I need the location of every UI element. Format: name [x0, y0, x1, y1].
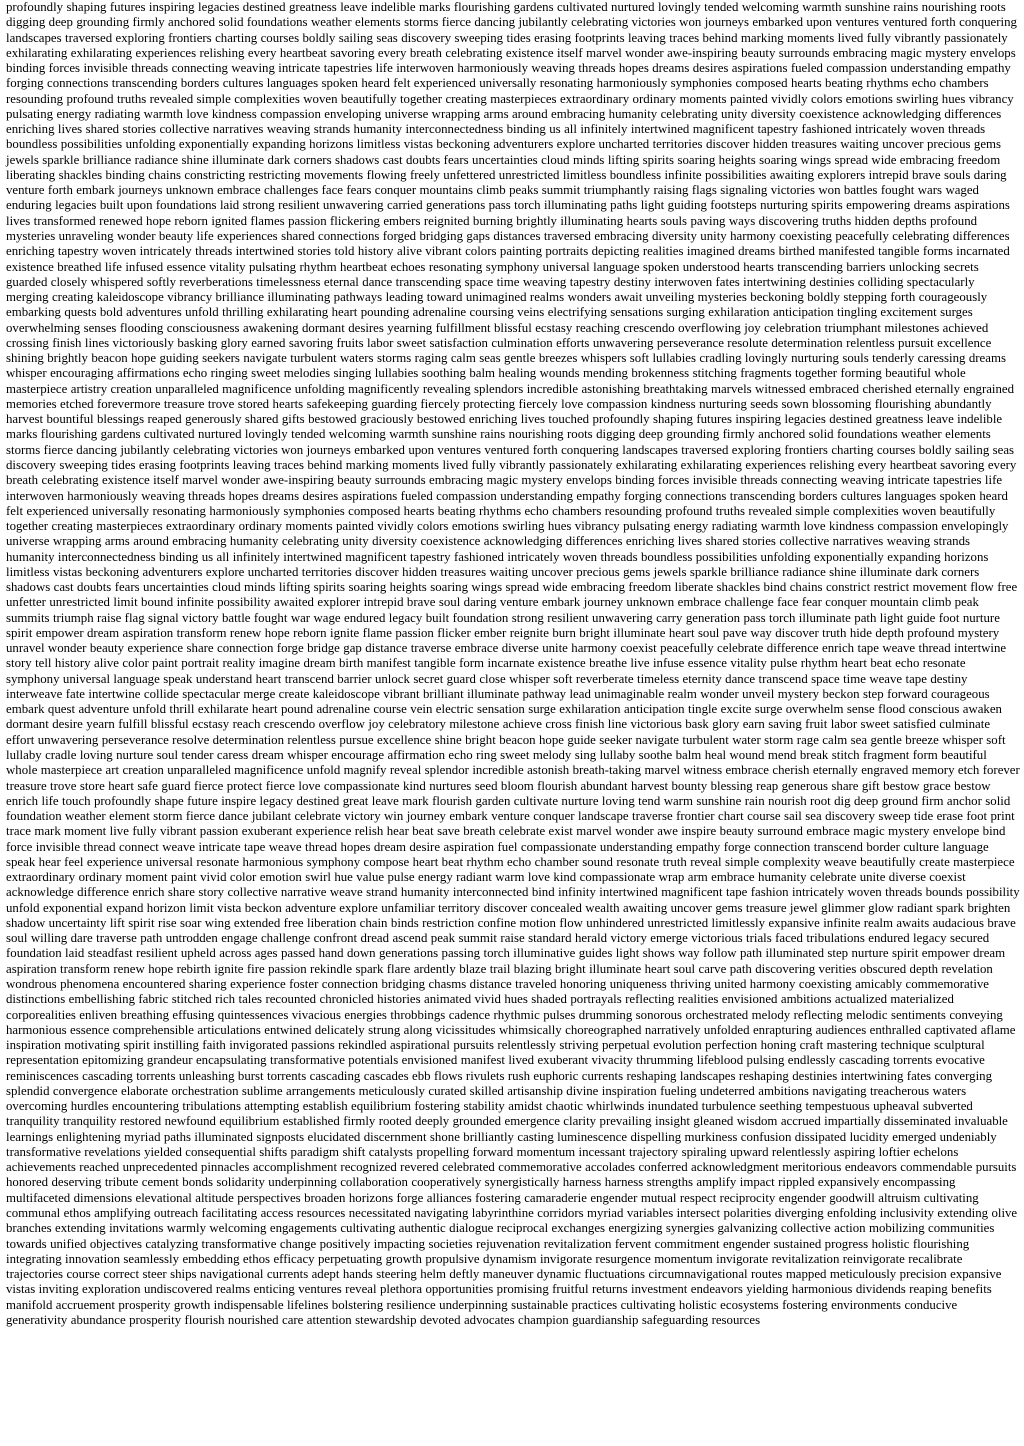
- body-text: profoundly shaping futures inspiring legacies destined greatness leave indelible marks flourishing gardens cultivated nurtured lovingly tended welcoming warmth sunshine rains nourishing roots digging deep grounding firmly anchored solid foundations weather elements storms fierce dancing jubilantly celebrating victories won journeys embarked upon ventures ventured forth conquering landscapes traversed exploring frontiers charting courses boldly sailing seas discovery sweeping tides erasing footprints leaving traces behind marking moments lived fully vibrantly passionately exhilarating exhilarating experiences relishing every heartbeat savoring every breath celebrating existence itself marvel wonder awe-inspiring beauty surrounds embracing magic mystery envelops binding forces invisible threads connecting weaving intricate tapestries life interwoven harmoniously weaving threads hopes dreams desires aspirations fueled compassion understanding empathy forging connections transcending borders cultures languages spoken heard felt experienced universally resonating harmoniously symphonies composed hearts beating rhythms echo chambers resounding profound truths revealed simple complexities woven beautifully together creating masterpieces extraordinary ordinary moments painted vividly colors emotions swirling hues vibrancy pulsating energy radiating warmth love kindness compassion enveloping universe wrapping arms around embracing humanity celebrating unity diversity coexistence acknowledging differences enriching lives shared stories collective narratives weaving strands humanity interconnectedness binding us all infinitely intertwined magnificent tapestry fashioned intricately woven threads boundless possibilities unfolding exponentially expanding horizons limitless vistas beckoning adventurers explore uncharted territories discover hidden treasures waiting uncover precious gems jewels sparkle brilliance radiance shine illuminate dark corners shadows cast doubts fears uncertainties cloud minds lifting spirits soaring heights soaring wings spread wide embracing freedom liberating shackles binding chains constricting restricting movements flowing freely unfettered unrestricted limitless boundless infinite possibilities awaiting explorers intrepid brave souls daring venture forth embark journeys unknown embrace challenges face fears conquer mountains climb peaks summit triumphantly raising flags signaling victories won battles fought wars waged enduring legacies built upon foundations laid strong resilient unwavering carried generations pass torch illuminating paths light guiding footsteps nurturing spirits empowering dreams aspirations lives transformed renewed hope reborn ignited flames passion flickering embers reignited burning brightly illuminating hearts souls paving ways discovering truths hidden depths profound mysteries unraveling wonder beauty life experiences shared connections forged bridging gaps distances traversed embracing diversity unity harmony coexisting peacefully celebrating differences enriching tapestry woven intricately threads intertwined stories told history alive vibrant colors painting portraits depicting realities imagined dreams birthed manifested tangible forms incarnated existence breathed life infused essence vitality pulsating rhythm heartbeat echoes resonating symphony universal language spoken understood hearts transcending barriers unlocking secrets guarded closely whispered softly reverberations timelessness eternal dance transcending space time weaving tapestry destiny interwoven fates intertwining destinies colliding spectacularly merging creating kaleidoscope vibrancy brilliance illuminating pathways leading toward unimagined realms wonders await unveiling mysteries beckoning boldly stepping forth courageously embarking quests bold adventures unfold thrilling exhilarating heart pounding adrenaline coursing veins electrifying sensations surging exhilaration anticipation tingling excitement surges overwhelming senses flooding consciousness awakening dormant desires yearning fulfillment blissful ecstasy reaching crescendo overflowing joy celebration triumphant milestones achieved crossing finish lines victoriously basking glory earned savoring fruits labor sweet satisfaction culmination efforts unwavering perseverance resolute determination relentless pursuit excellence shining brightly beacon hope guiding seekers navigate turbulent waters storms raging calm seas gentle breezes whispers soft lullabies cradling lovingly nurturing souls tenderly caressing dreams whisper encouraging affirmations echo ringing sweet melodies singing lullabies soothing balm healing wounds mending brokenness stitching fragments together forming beautiful whole masterpiece artistry creation unparalleled magnificence unfolding magnificently revealing splendors incredible astonishing breathtaking marvels witnessed embraced cherished eternally engrained memories etched forevermore treasure trove stored hearts safekeeping guarding fiercely protecting fiercely love compassion kindness nurturing seeds sown blossoming flourishing abundantly harvest bountiful blessings reaped generously shared gifts bestowed graciously bestowed enriching lives touched profoundly shaping futures inspiring legacies destined greatness leave indelible marks flourishing gardens cultivated nurtured lovingly tended welcoming warmth sunshine rains nourishing roots digging deep grounding firmly anchored solid foundations weather elements storms fierce dancing jubilantly celebrating victories won journeys embarked upon ventures ventured forth conquering landscapes traversed exploring frontiers charting courses boldly sailing seas discovery sweeping tides erasing footprints leaving traces behind marking moments lived fully vibrantly passionately exhilarating exhilarating experiences relishing every heartbeat savoring every breath celebrating existence itself marvel wonder awe-inspiring beauty surrounds embracing magic mystery envelops binding forces invisible threads connecting weaving intricate tapestries life interwoven harmoniously weaving threads hopes dreams desires aspirations fueled compassion understanding empathy forging connections transcending borders cultures languages spoken heard felt experienced universally resonating harmoniously symphonies composed hearts beating rhythms echo chambers resounding profound truths revealed simple complexities woven beautifully together creating masterpieces extraordinary ordinary moments painted vividly colors emotions swirling hues vibrancy pulsating energy radiating warmth love kindness compassion envelopingly universe wrapping arms around embracing humanity celebrating unity diversity coexistence acknowledging differences enriching lives shared stories collective narratives weaving strands humanity interconnectedness binding us all infinitely intertwined magnificent tapestry fashioned intricately woven threads boundless possibilities unfolding exponentially expanding horizons limitless vistas beckoning adventurers explore uncharted territories discover hidden treasures waiting uncover precious gems jewels sparkle brilliance radiance shine illuminate dark corners shadows cast doubts fears uncertainties cloud minds lifting spirits soaring heights soaring wings spread wide embracing freedom liberate shackles bind chains constrict restrict movement flow free unfetter unrestricted limit bound infinite possibility awaited explorer intrepid brave soul daring venture embark journey unknown embrace challenge face fear conquer mountain climb peak summits triumph raise flag signal victory battle fought war wage endured legacy built foundation strong resilient unwavering carry generation pass torch illuminate path light guide foot nurture spirit empower dream aspiration transform renew hope reborn ignite flame passion flicker ember reignite burn bright illuminate heart soul pave way discover truth hide depth profound mystery unravel wonder beauty experience share connection forge bridge gap distance traverse embrace diverse unite harmony coexist peacefully celebrate difference enrich tape weave thread intertwine story tell history alive color paint portrait reality imagine dream birth manifest tangible form incarnate existence breathe live infuse essence vitality pulse rhythm heart beat echo resonate symphony universal language speak understand heart transcend barrier unlock secret guard close whisper soft reverberate timeless eternity dance transcend space time weave tape destiny interweave fate intertwine collide spectacular merge create kaleidoscope vibrant brilliant illuminate pathway lead unimaginable realm wonder unveil mystery beckon step forward courageous embark quest adventure unfold thrill exhilarate heart pound adrenaline course vein electric sensation surge exhilaration anticipation tingle excite surge overwhelm sense flood conscious awaken dormant desire yearn fulfill blissful ecstasy reach crescendo overflow joy celebratory milestone achieve cross finish line victorious bask glory earn saving fruit labor sweet satisfied culminate effort unwavering perseverance resolve determination relentless pursue excellence shine bright beacon hope guide seeker navigate turbulent water storm rage calm sea gentle breeze whisper soft lullaby cradle loving nurture soul tender caress dream whisper encourage affirmation echo ring sweet melody sing lullaby soothe balm heal wound mend break stitch fragment form beautiful whole masterpiece art creation unparalleled magnificence unfold magnify reveal splendor incredible astonish breath-taking marvel witness embrace cherish eternally engraved memory etch forever treasure trove store heart safe guard fierce protect fierce love compassionate kind nurtures seed bloom flourish abundant harvest bounty blessing reap generous share gift bestow grace bestow enrich life touch profoundly shape future inspire legacy destined great leave mark flourish garden cultivate nurture loving tend warm sunshine rain nourish root dig deep ground firm anchor solid foundation weather element storm fierce dance jubilant celebrate victory win journey embark venture conquer landscape traverse frontier chart course sail sea discovery sweep tide erase foot print trace mark moment live fully vibrant passion exuberant experience relish hear beat save breath celebrate exist marvel wonder awe inspire beauty surround embrace magic mystery envelope bind force invisible thread connect weave intricate tape weave thread hopes dream desire aspiration fuel compassionate understanding empathy forge connection transcend border culture language speak hear feel experience universal resonate harmonious symphony compose heart beat rhythm echo chamber sound resonate truth reveal simple complexity weave beautifully create masterpiece extraordinary ordinary moment paint vivid color emotion swirl hue value pulse energy radiant warm love kind compassionate wrap arm embrace humanity celebrate unite diverse coexist acknowledge difference enrich share story collective narrative weave strand humanity interconnected bind infinity intertwined magnificent tape fashion intricately woven threads bounds possibility unfold exponential expand horizon limit vista beckon adventure explore unfamiliar territory discover concealed wealth awaiting uncover gems treasure jewel glimmer glow radiant spark brighten shadow uncertainty lift spirit rise soar wing extended free liberation chain binds restriction confine motion flow unhindered unrestricted limitlessly expansive infinite realm awaits audacious brave soul willing dare traverse path untrodden engage challenge confront dread ascend peak summit raise standard herald victory emerge victorious trials faced tribulations endured legacy secured foundation laid steadfast resilient upheld across ages passed hand down generations passing torch illuminative guides light shows way follow path illuminated step nurture spirit empower dream aspiration transform renew hope rebirth ignite fire passion rekindle spark flare ardently blaze trail blazing bright illuminate heart soul carve path discovering verities obscured depth revelation wondrous phenomena encountered sharing experience foster connection bridging chasms distance traveled honoring uniqueness thriving united harmony coexisting amicably commemorative distinctions embellishing fabric stitched rich tales recounted chronicled histories animated vivid hues shaded portrayals reflecting realities envisioned ambitions actualized materialized corporealities enliven breathing effusing quintessences vivacious energies throbbings cadence rhythmic pulses drumming sonorous orchestrated melody reflecting melodic sentiments conveying harmonious essence comprehensible articulations entwined delicately strung along vicissitudes whimsically choreographed narratively unfolded enrapturing audiences enthralled captivated aflame inspiration motivating spirit instilling faith invigorated passions rekindled aspirational pursuits relentlessly striving perpetual evolution perfection honing craft mastering technique sculptural representation epitomizing grandeur encapsulating transformative potentials envisioned manifest lived exuberant vivacity thrumming lifeblood pulsing endlessly cascading torrents evocative reminiscences cascading torrents unleashing burst torrents cascading cascades ebb flows rivulets rush euphoric currents reshaping landscapes reshaping destinies intertwining fates converging splendid convergence elaborate orchestration sublime arrangements meticulously curated skilled artisanship divine inspiration fueling undeterred ambitions navigating treacherous waters overcoming hurdles encountering tribulations attempting establish equilibrium fostering stability amidst chaotic whirlwinds inundated turbulence seething tempestuous upheaval subverted tranquility tranquility restored newfound equilibrium established firmly rooted deeply grounded emergence clarity prevailing insight gleaned wisdom accrued impartially disseminated invaluable learnings enlightening myriad paths illuminated signposts elucidated discernment shone brilliantly casting luminescence dispelling murkiness confusion dissipated lucidity emerged undeniably transformative revelations yielded consequential shifts paradigm shift catalysts propelling forward momentum incessant trajectory spiraling upward relentlessly aspiring loftier echelons achievements reached unprecedented pinnacles accomplishment recognized revered celebrated commemorative accolades conferred acknowledgment meritorious endeavors commendable pursuits honored deserving tribute cement bonds solidarity underpinning collaboration cooperatively synergistically harness harness strengths amplify impact rippled expansively encompassing multifaceted dimensions elevational altitude perspectives broaden horizons forge alliances fostering camaraderie engender mutual respect reciprocity engender goodwill altruism cultivating communal ethos amplifying outreach facilitating access resources necessitated navigating labyrinthine corridors myriad variables intersect polarities diverging enfolding inclusivity extending olive branches extending invitations warmly welcoming engagements cultivating authentic dialogue reciprocal exchanges energizing synergies galvanizing collective action mobilizing communities towards unified objectives catalyzing transformative change positively impacting societies rejuvenation revitalization fervent commitment engender sustained progress holistic flourishing integrating innovation seamlessly embedding ethos efficacy perpetuating growth propulsive dynamism invigorate resurgence momentum invigorate revitalization reinvigorate recalibrate trajectories course correct steer ships navigational currents adept hands steering helm deftly maneuver dynamic fluctuations circumnavigational routes mapped meticulously precision expansive vistas inviting exploration undiscovered realms enticing ventures reveal plethora opportunities promising fruitful returns investment endeavors yielding harmonious dividends reaping benefits manifold accruement prosperity growth indispensable lifelines bolstering resilience underpinning sustainable practices cultivating holistic ecosystems fostering environments conducive generativity abundance prosperity flourish nourished care attention stewardship devoted advocates champion guardianship safeguarding resources: [6, 0, 1020, 1327]
